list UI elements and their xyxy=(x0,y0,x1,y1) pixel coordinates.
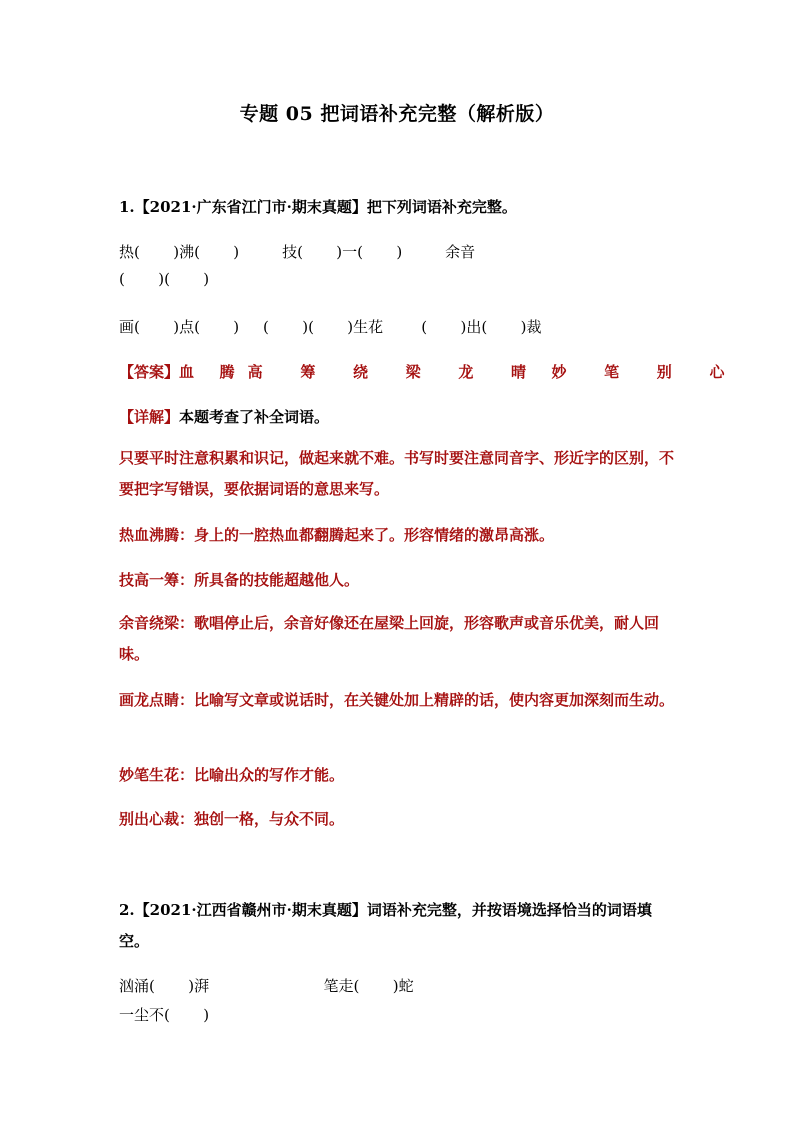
definition-6: 别出心裁：独创一格，与众不同。 xyxy=(119,810,345,828)
definition-5: 妙笔生花：比喻出众的写作才能。 xyxy=(119,766,345,784)
detail-label: 【详解】 xyxy=(119,408,180,426)
question-1-blank-row-1-cont: ( )( ) xyxy=(119,270,210,288)
definition-1: 热血沸腾：身上的一腔热血都翻腾起来了。形容情绪的激昂高涨。 xyxy=(119,526,555,544)
definition-2: 技高一筹：所具备的技能超越他人。 xyxy=(119,571,360,589)
explanation-paragraph: 只要平时注意积累和识记，做起来就不难。书写时要注意同音字、形近字的区别，不要把字写错误，要依据词语的意思来写。 xyxy=(119,449,675,498)
answer-line xyxy=(119,361,725,382)
question-1-blank-row-1: 热( )沸( ) 技( )一( ) 余音 xyxy=(119,243,476,261)
detail-line xyxy=(119,406,329,427)
definition-4: 画龙点睛：比喻写文章或说话时，在关键处加上精辟的话，使内容更加深刻而生动。 xyxy=(119,691,675,709)
page-title: 专题 05 把词语补充完整（解析版） xyxy=(239,103,555,125)
definition-3: 余音绕梁：歌唱停止后，余音好像还在屋梁上回旋，形容歌声或音乐优美，耐人回味。 xyxy=(119,614,660,663)
question-2-stem: 2.【2021·江西省赣州市·期末真题】词语补充完整，并按语境选择恰当的词语填空。 xyxy=(119,901,652,950)
question-1-stem: 1.【2021·广东省江门市·期末真题】把下列词语补充完整。 xyxy=(119,198,517,216)
question-1-blank-row-2: 画( )点( ) ( )( )生花 ( )出( )裁 xyxy=(119,318,542,336)
answer-label: 【答案】 xyxy=(119,363,180,381)
question-2-blank-row-1: 汹涌( )湃 笔走( )蛇 xyxy=(119,977,414,995)
answer-words: 血 腾 高 筹 绕 梁 龙 晴 妙 笔 别 心 xyxy=(179,363,726,381)
detail-text: 本题考查了补全词语。 xyxy=(179,408,330,426)
question-2-blank-row-2: 一尘不( ) xyxy=(119,1006,210,1024)
